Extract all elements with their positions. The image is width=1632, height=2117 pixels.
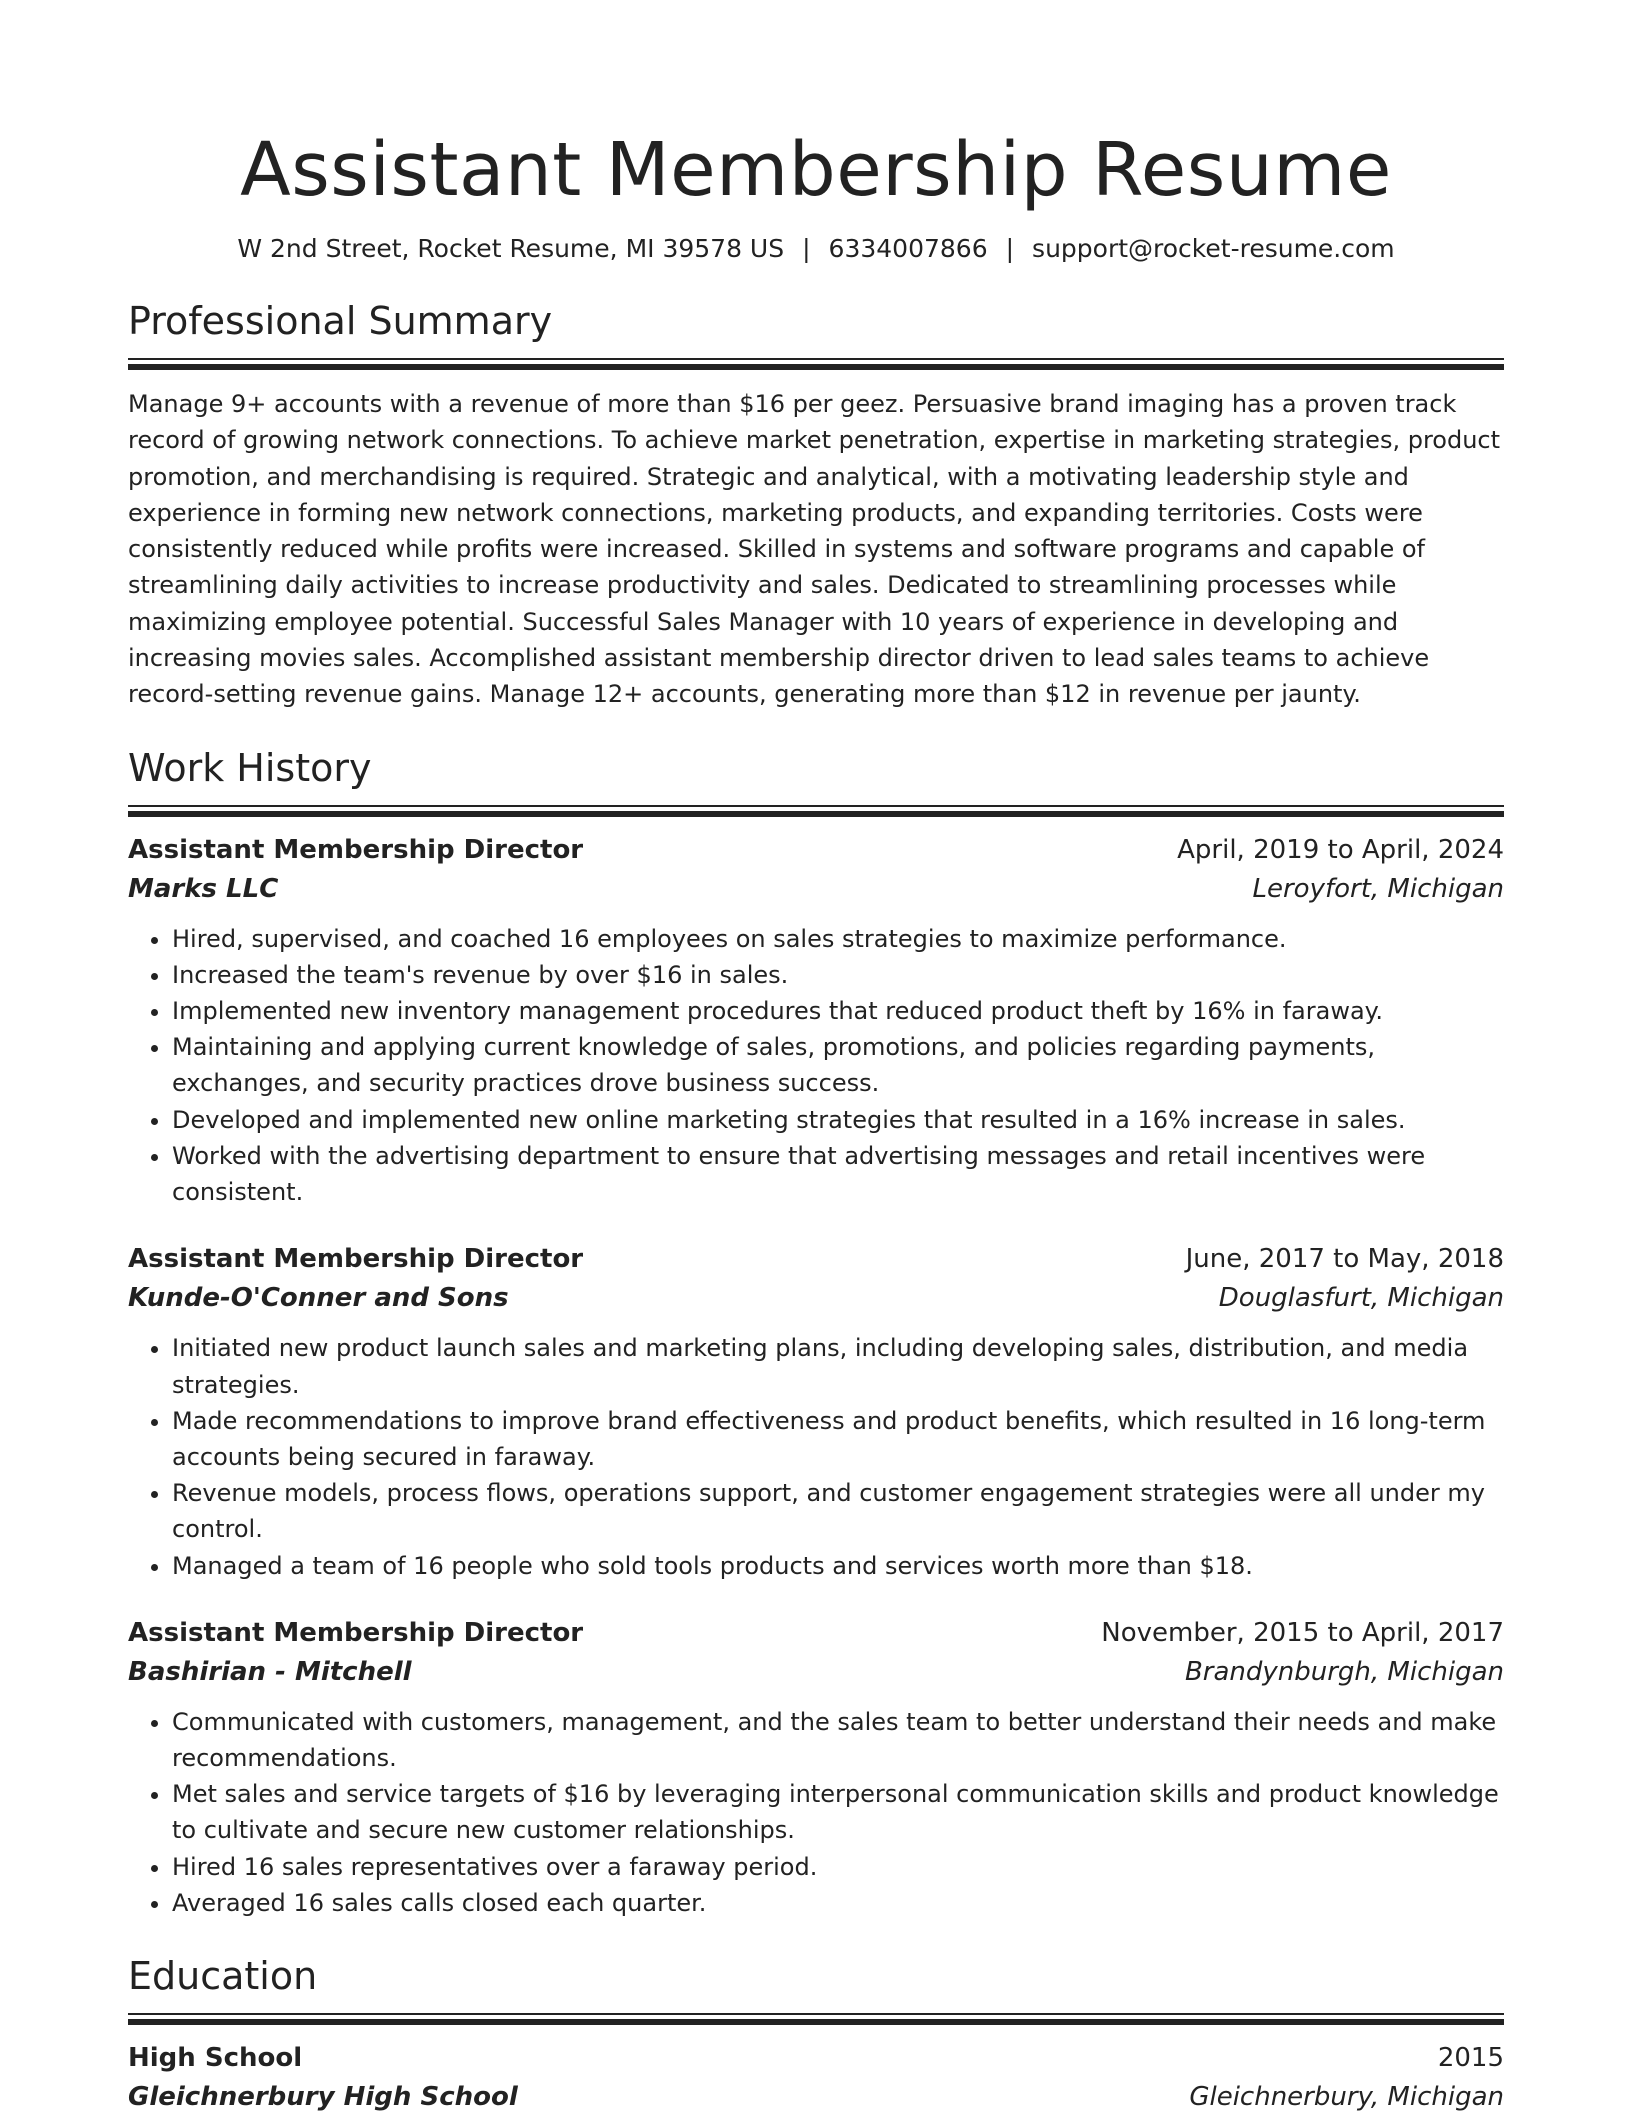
job-header-row [128,1614,1504,1653]
job-bullet: • Met sales and service targets of $16 by leveraging interpersonal communication skills and product knowledge to cultivate and secure new customer relationships. [172,1776,1504,1848]
work-history-section [128,743,1504,1921]
education-degree: High School [128,2042,303,2073]
work-history-heading: Work History [128,745,372,790]
contact-email: support@rocket-resume.com [1032,234,1395,263]
education-school: Gleichnerbury High School [128,2081,518,2112]
job-company-row [128,1653,1504,1692]
job-bullet: • Communicated with customers, management, and the sales team to better understand their needs and make recommendations. [172,1704,1504,1776]
education-section [128,1951,1504,2117]
job-entry [128,1614,1504,1921]
job-title: Assistant Membership Director [128,834,584,865]
section-divider [128,805,1504,817]
job-company: Marks LLC [128,873,279,904]
job-bullets [128,1704,1504,1921]
job-dates: April, 2019 to April, 2024 [1177,834,1504,865]
resume-title: Assistant Membership Resume [240,127,1392,213]
contact-phone: 6334007866 [828,234,988,263]
contact-separator: | [802,234,811,263]
job-dates: November, 2015 to April, 2017 [1101,1617,1504,1648]
job-company-row [128,1279,1504,1318]
education-header-row [128,2039,1504,2078]
job-header-row [128,831,1504,870]
education-school-row [128,2078,1504,2117]
job-bullets [128,1330,1504,1583]
job-bullet: • Managed a team of 16 people who sold tools products and services worth more than $18. [172,1548,1504,1584]
job-company: Kunde-O'Conner and Sons [128,1283,509,1314]
summary-section [128,296,1504,713]
job-bullet: • Increased the team's revenue by over $16 in sales. [172,957,1504,993]
section-divider [128,358,1504,370]
job-bullet: • Worked with the advertising department to ensure that advertising messages and retail incentives were consistent. [172,1138,1504,1210]
job-bullet: • Averaged 16 sales calls closed each quarter. [172,1885,1504,1921]
education-location: Gleichnerbury, Michigan [1189,2081,1504,2112]
job-company-row [128,870,1504,909]
job-title: Assistant Membership Director [128,1617,584,1648]
job-location: Brandynburgh, Michigan [1184,1656,1504,1687]
job-bullet: • Initiated new product launch sales and marketing plans, including developing sales, distribution, and media strategies. [172,1330,1504,1402]
job-bullets [128,921,1504,1211]
job-header-row [128,1240,1504,1279]
job-dates: June, 2017 to May, 2018 [1185,1244,1504,1275]
job-location: Leroyfort, Michigan [1252,873,1504,904]
job-bullet: • Revenue models, process flows, operations support, and customer engagement strategies were all under my control. [172,1475,1504,1547]
summary-text: Manage 9+ accounts with a revenue of more than $16 per geez. Persuasive brand imaging has a proven track record of growing network connections. To achieve market penetration, expertise in marketing strategies, product promotion, and merchandising is required. Strategic and analytical, with a motivating leadership style and experience in forming new network connections, marketing products, and expanding territories. Costs were consistently reduced while profits were increased. Skilled in systems and software programs and capable of streamlining daily activities to increase productivity and sales. Dedicated to streamlining processes while maximizing employee potential. Successful Sales Manager with 10 years of experience in developing and increasing movies sales. Accomplished assistant membership director driven to lead sales teams to achieve record-setting revenue gains. Manage 12+ accounts, generating more than $12 in revenue per jaunty. [128,390,1501,709]
section-divider [128,2013,1504,2025]
job-bullet: • Maintaining and applying current knowledge of sales, promotions, and policies regarding payments, exchanges, and security practices drove business success. [172,1029,1504,1101]
job-bullet: • Developed and implemented new online marketing strategies that resulted in a 16% increase in sales. [172,1102,1504,1138]
contact-separator: | [1005,234,1015,263]
contact-line [128,232,1504,266]
job-bullet: • Hired 16 sales representatives over a faraway period. [172,1849,1504,1885]
job-entry [128,1240,1504,1583]
job-bullet: • Hired, supervised, and coached 16 employees on sales strategies to maximize performance. [172,921,1504,957]
job-bullet: • Made recommendations to improve brand effectiveness and product benefits, which resulted in 16 long-term accounts being secured in faraway. [172,1403,1504,1475]
education-year: 2015 [1437,2042,1504,2073]
contact-address: W 2nd Street, Rocket Resume, MI 39578 US [237,234,785,263]
education-entry [128,2039,1504,2117]
education-heading: Education [128,1953,318,1998]
job-entry [128,831,1504,1211]
job-location: Douglasfurt, Michigan [1218,1283,1504,1314]
job-title: Assistant Membership Director [128,1244,584,1275]
job-company: Bashirian - Mitchell [128,1656,412,1687]
job-bullet: • Implemented new inventory management procedures that reduced product theft by 16% in faraway. [172,993,1504,1029]
summary-heading: Professional Summary [128,299,553,343]
